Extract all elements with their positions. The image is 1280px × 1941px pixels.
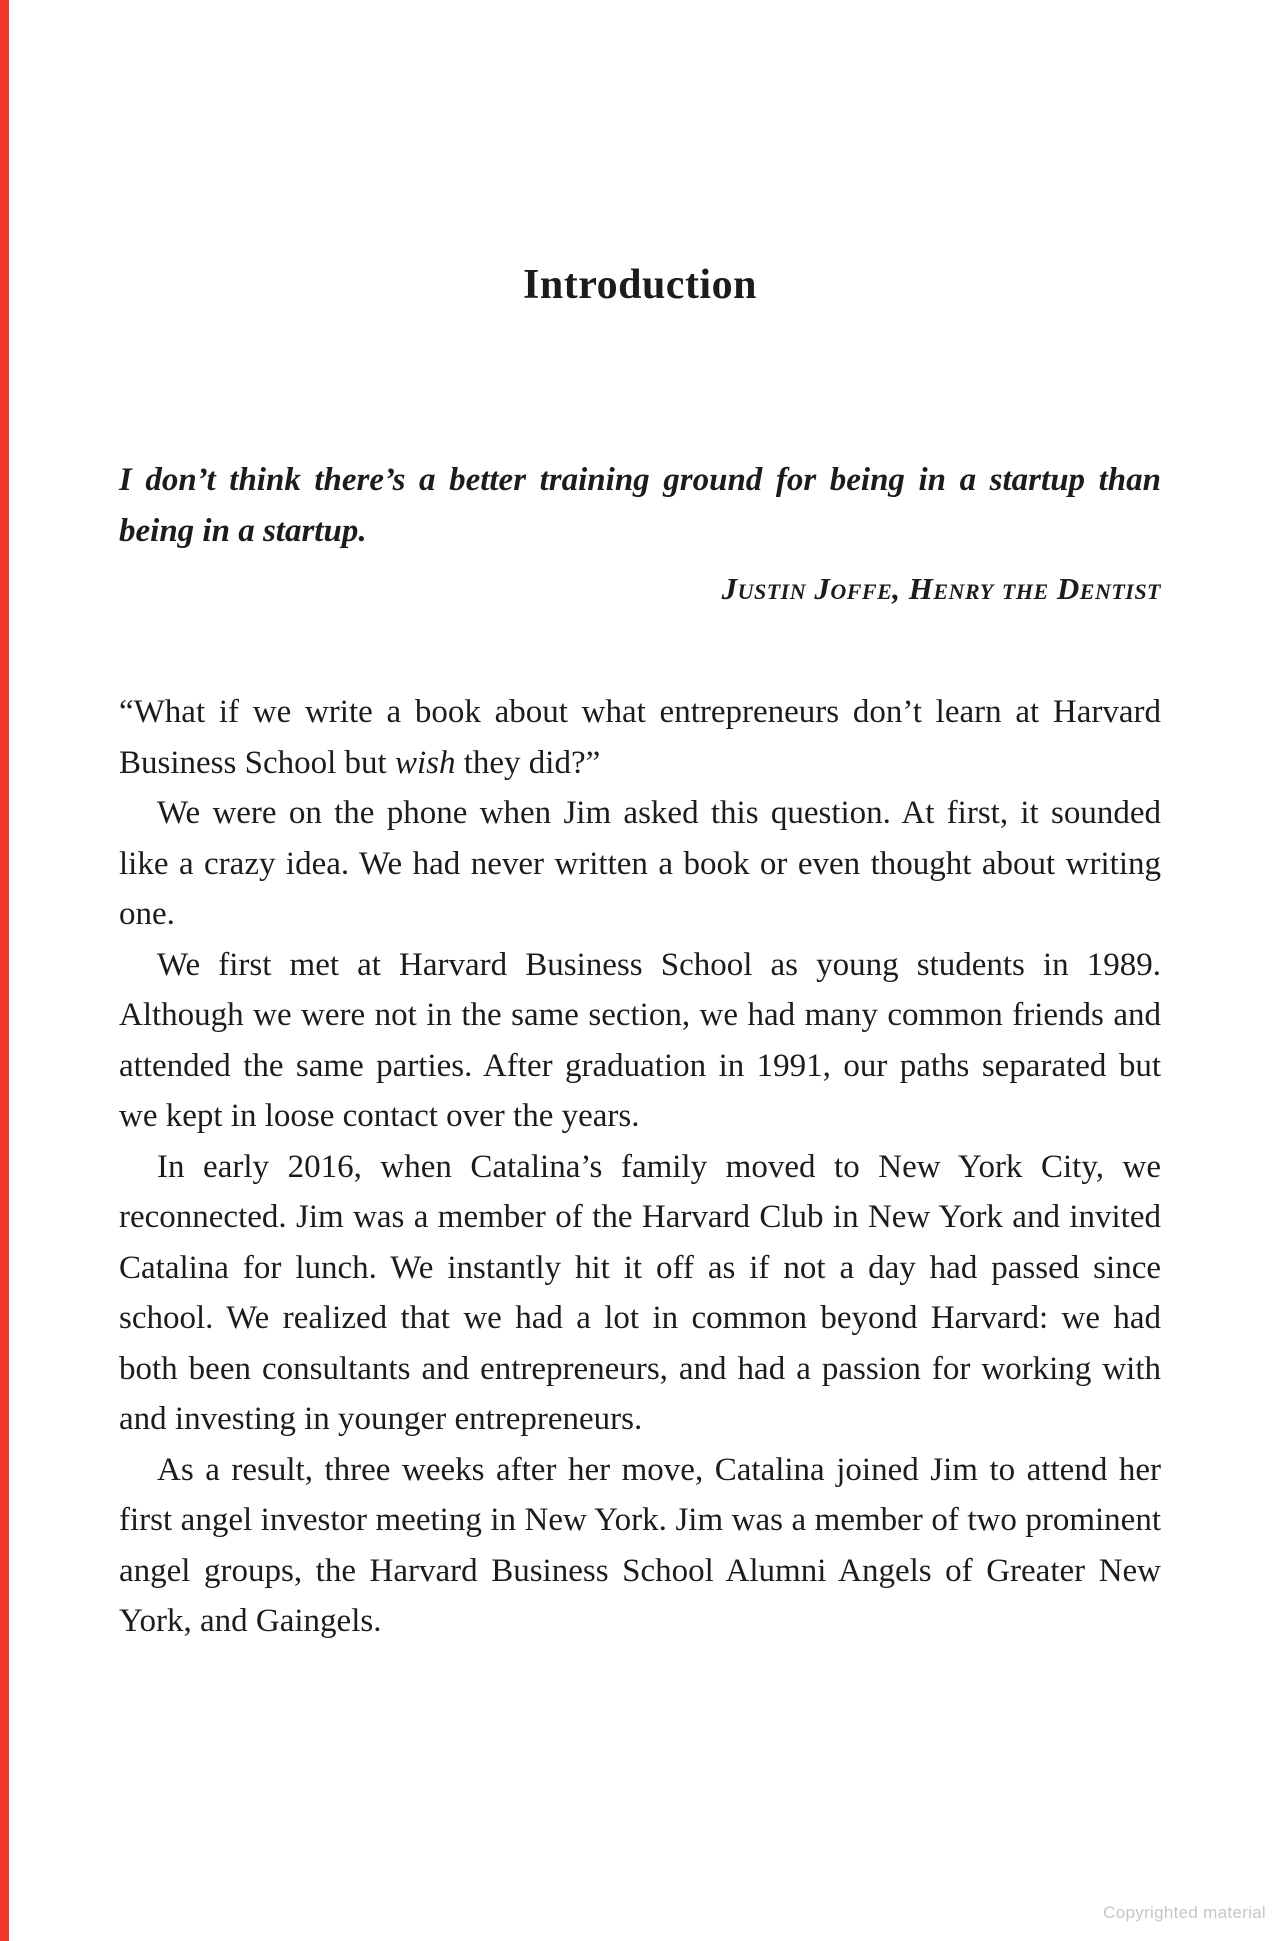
body-paragraphs <box>119 687 1161 1647</box>
text-segment: We were on the phone when Jim asked this question. At first, it sounded like a crazy idea. We had never written a book or even thought about writing one. <box>119 795 1161 932</box>
book-edge-strip <box>0 0 9 1941</box>
epigraph-text: I don’t think there’s a better training ground for being in a startup than being in a startup. <box>119 462 1161 549</box>
text-segment: As a result, three weeks after her move, Catalina joined Jim to attend her first angel investor meeting in New York. Jim was a member of two prominent angel groups, the Harvard Business School Alumni Angels of Greater New York, and Gaingels. <box>119 1451 1161 1639</box>
book-page <box>119 0 1161 1647</box>
text-segment: In early 2016, when Catalina’s family moved to New York City, we reconnected. Jim was a member of the Harvard Club in New York and invited Catalina for lunch. We instantly hit it off as if not a day had passed since school. We realized that we had a lot in common beyond Harvard: we had both been consultants and entrepreneurs, and had a passion for working with and investing in younger entrepreneurs. <box>119 1148 1161 1437</box>
page-title: Introduction <box>523 262 757 308</box>
text-segment: they did?” <box>455 744 601 781</box>
text-segment: “What if we write a book about what entrepreneurs don’t learn at Harvard Business School but <box>119 694 1161 781</box>
paragraph <box>119 687 1161 788</box>
copyright-watermark: Copyrighted material <box>1103 1903 1266 1922</box>
paragraph <box>119 940 1161 1142</box>
italic-text: wish <box>394 744 456 781</box>
text-segment: We first met at Harvard Business School as young students in 1989. Although we were not in the same section, we had many common friends and attended the same parties. After graduation in 1991, our paths separated but we kept in loose contact over the years. <box>119 946 1161 1134</box>
paragraph <box>119 1142 1161 1445</box>
epigraph-attribution: Justin Joffe, Henry the Dentist <box>721 571 1161 606</box>
paragraph <box>119 1445 1161 1647</box>
paragraph <box>119 788 1161 940</box>
